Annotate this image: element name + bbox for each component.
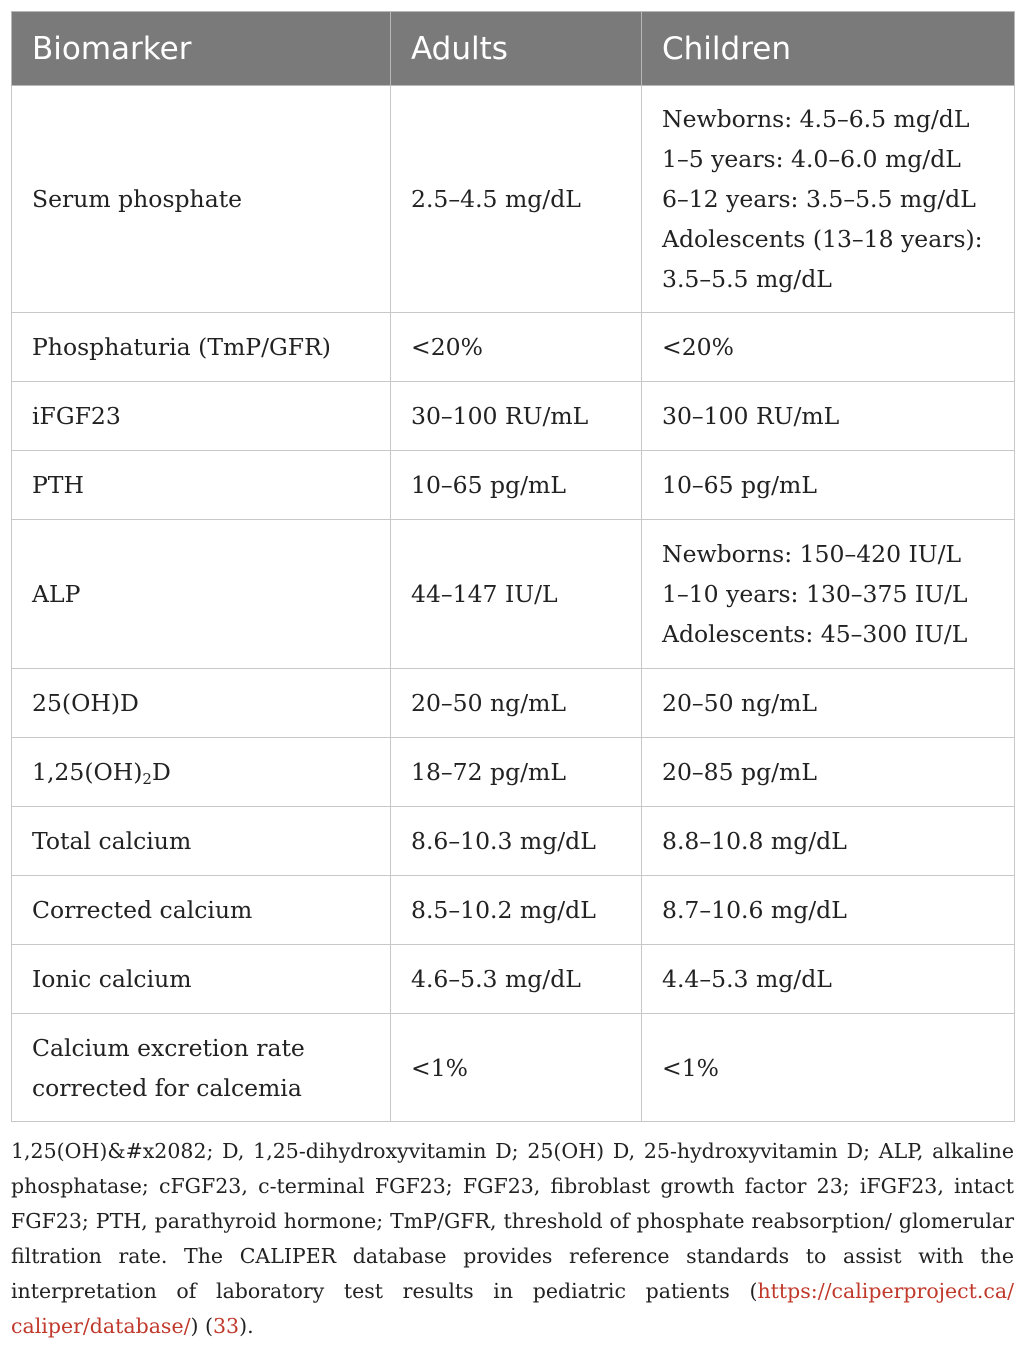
adults-cell: <20% [391,313,642,382]
adults-cell: 20–50 ng/mL [391,669,642,738]
header-adults: Adults [391,12,642,86]
children-cell [642,520,1015,669]
adults-cell: 4.6–5.3 mg/dL [391,945,642,1014]
reference-table-container [11,11,1014,1122]
biomarker-cell: Corrected calcium [12,876,391,945]
table-row [12,313,1015,382]
table-row [12,945,1015,1014]
children-line: 1–10 years: 130–375 IU/L [662,580,968,608]
reference-ranges-table [11,11,1015,1122]
children-line: Adolescents (13–18 years): [662,225,983,253]
adults-cell: 10–65 pg/mL [391,451,642,520]
biomarker-cell: Serum phosphate [12,86,391,313]
biomarker-cell: iFGF23 [12,382,391,451]
header-biomarker: Biomarker [12,12,391,86]
adults-cell: 2.5–4.5 mg/dL [391,86,642,313]
adults-cell: 8.6–10.3 mg/dL [391,807,642,876]
table-row [12,520,1015,669]
table-row [12,1014,1015,1122]
biomarker-cell: Total calcium [12,807,391,876]
adults-cell: 44–147 IU/L [391,520,642,669]
children-line: 3.5–5.5 mg/dL [662,265,832,293]
biomarker-cell: ALP [12,520,391,669]
subscript: 2 [142,770,152,788]
biomarker-line: Calcium excretion rate [32,1033,305,1062]
caliper-database-link[interactable]: https://caliperproject.ca/ caliper/database/ [11,1279,1014,1338]
biomarker-cell [12,738,391,807]
biomarker-line: corrected for calcemia [32,1073,302,1102]
biomarker-text: 1,25(OH) [32,758,143,786]
children-line: Newborns: 4.5–6.5 mg/dL [662,105,970,133]
table-row [12,669,1015,738]
table-footnote [11,1134,1014,1344]
table-row [12,86,1015,313]
children-line: Newborns: 150–420 IU/L [662,540,962,568]
adults-cell: 8.5–10.2 mg/dL [391,876,642,945]
children-cell: 10–65 pg/mL [642,451,1015,520]
table-row [12,876,1015,945]
table-row [12,382,1015,451]
children-cell: 30–100 RU/mL [642,382,1015,451]
children-line: Adolescents: 45–300 IU/L [662,620,968,648]
biomarker-text: D [151,758,171,786]
table-row [12,451,1015,520]
children-cell: 4.4–5.3 mg/dL [642,945,1015,1014]
biomarker-cell: Phosphaturia (TmP/GFR) [12,313,391,382]
table-row [12,738,1015,807]
children-cell [642,86,1015,313]
biomarker-cell: 25(OH)D [12,669,391,738]
children-line: 6–12 years: 3.5–5.5 mg/dL [662,185,976,213]
table-row [12,807,1015,876]
footnote-text: 1,25(OH)&#x2082; D, 1,25-dihydroxyvitamin D; 25(OH) D, 25-hydroxyvitamin D; ALP, alkaline phosphatase; cFGF23, c-terminal FGF23; FGF23, fibroblast growth factor 23; iFGF23, intact FGF23; PTH, parathyroid hormone; TmP/GFR, threshold of phosphate reabsorption/ glomerular filtration rate. The CALIPER database provides reference standards to assist with the interpretation of laboratory test results in pediatric patients ( [11,1139,1014,1303]
adults-cell: <1% [391,1014,642,1122]
footnote-text: ) ( [190,1314,214,1338]
table-header-row [12,12,1015,86]
children-cell: 8.8–10.8 mg/dL [642,807,1015,876]
biomarker-cell [12,1014,391,1122]
children-cell: <20% [642,313,1015,382]
biomarker-cell: PTH [12,451,391,520]
children-cell: 20–85 pg/mL [642,738,1015,807]
reference-33-link[interactable]: 33 [213,1314,240,1338]
adults-cell: 30–100 RU/mL [391,382,642,451]
footnote-text: ). [239,1314,254,1338]
header-children: Children [642,12,1015,86]
children-line: 1–5 years: 4.0–6.0 mg/dL [662,145,961,173]
adults-cell: 18–72 pg/mL [391,738,642,807]
children-cell: 20–50 ng/mL [642,669,1015,738]
children-cell: 8.7–10.6 mg/dL [642,876,1015,945]
children-cell: <1% [642,1014,1015,1122]
biomarker-cell: Ionic calcium [12,945,391,1014]
